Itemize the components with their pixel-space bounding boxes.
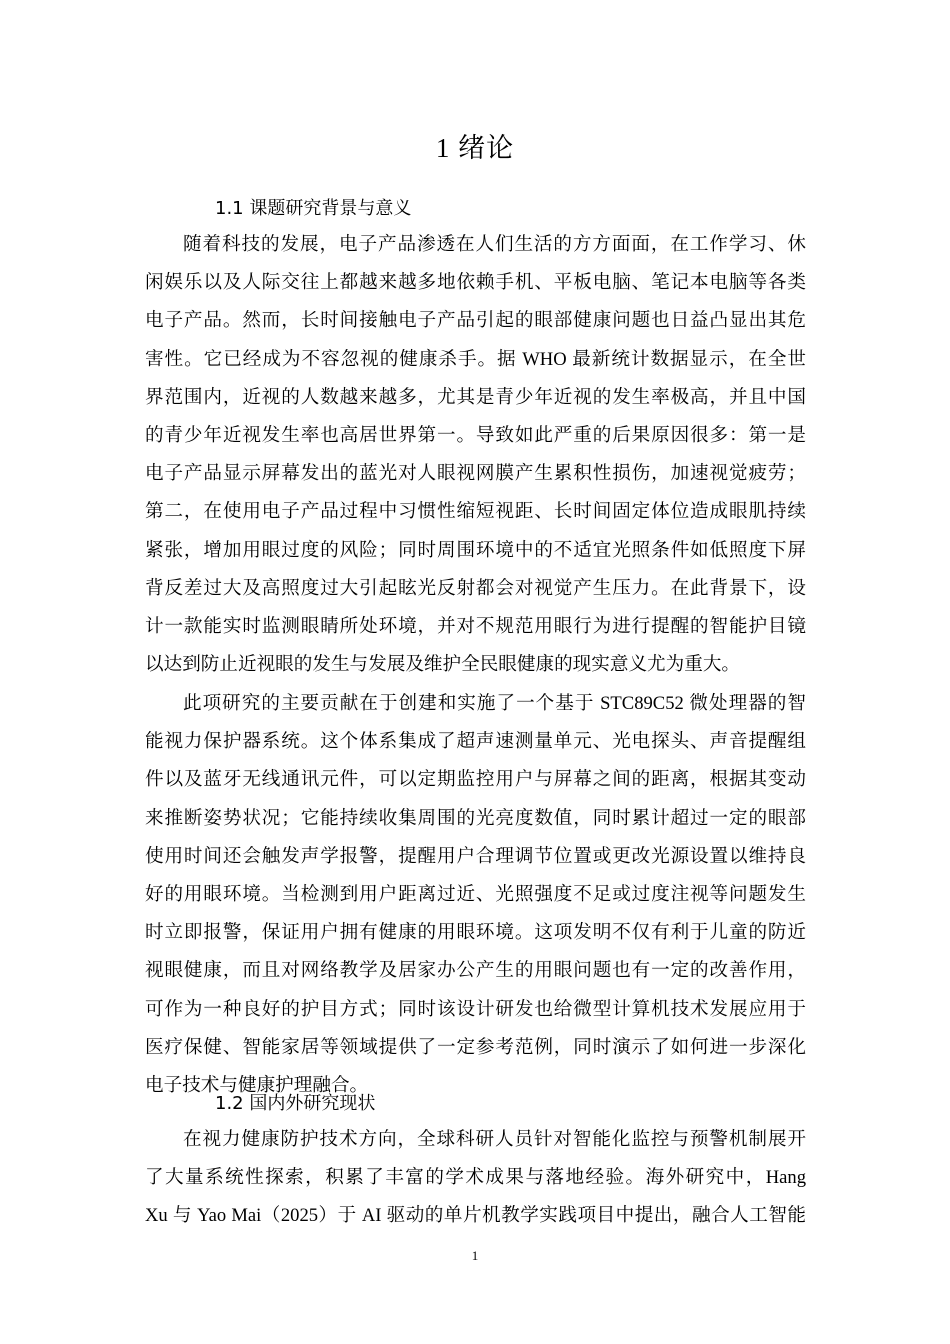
text-line: 视眼健康，而且对网络教学及居家办公产生的用眼问题也有一定的改善作用，: [145, 960, 806, 982]
text-line: 的青少年近视发生率也高居世界第一。导致如此严重的后果原因很多：第一是: [145, 424, 806, 446]
text-line: 件以及蓝牙无线通讯元件，可以定期监控用户与屏幕之间的距离，根据其变动: [145, 769, 806, 791]
text-line: 医疗保健、智能家居等领域提供了一定参考范例，同时演示了如何进一步深化: [145, 1036, 806, 1058]
text-line: 害性。它已经成为不容忽视的健康杀手。据 WHO 最新统计数据显示，在全世: [145, 348, 806, 370]
section-1-2-paragraph-1: [145, 1121, 806, 1236]
page-number: 1: [471, 1248, 479, 1263]
text-line: 电子产品显示屏幕发出的蓝光对人眼视网膜产生累积性损伤，加速视觉疲劳；: [145, 463, 806, 485]
text-line: 来推断姿势状况；它能持续收集周围的光亮度数值，同时累计超过一定的眼部: [145, 807, 806, 829]
section-heading-1-2: 1.2 国内外研究现状: [215, 1093, 376, 1114]
text-line: 在视力健康防护技术方向，全球科研人员针对智能化监控与预警机制展开: [183, 1129, 806, 1150]
chapter-title: 1 绪论: [435, 133, 515, 163]
section-1-1-paragraph-1: [145, 226, 806, 684]
text-line: 紧张，增加用眼过度的风险；同时周围环境中的不适宜光照条件如低照度下屏: [145, 539, 806, 561]
text-line: 好的用眼环境。当检测到用户距离过近、光照强度不足或过度注视等问题发生: [145, 883, 806, 905]
text-line: 界范围内，近视的人数越来越多，尤其是青少年近视的发生率极高，并且中国: [145, 386, 806, 408]
text-line: 电子技术与健康护理融合。: [145, 1074, 369, 1096]
text-line: 第二，在使用电子产品过程中习惯性缩短视距、长时间固定体位造成眼肌持续: [145, 501, 806, 523]
text-line: 了大量系统性探索，积累了丰富的学术成果与落地经验。海外研究中，Hang: [145, 1167, 806, 1189]
text-line: 此项研究的主要贡献在于创建和实施了一个基于 STC89C52 微处理器的智: [183, 693, 806, 714]
text-line: 闲娱乐以及人际交往上都越来越多地依赖手机、平板电脑、笔记本电脑等各类: [145, 272, 806, 294]
text-line: 背反差过大及高照度过大引起眩光反射都会对视觉产生压力。在此背景下，设: [145, 577, 806, 599]
text-line: 电子产品。然而，长时间接触电子产品引起的眼部健康问题也日益凸显出其危: [145, 310, 806, 332]
text-line: 时立即报警，保证用户拥有健康的用眼环境。这项发明不仅有利于儿童的防近: [145, 922, 806, 944]
text-line: 可作为一种良好的护目方式；同时该设计研发也给微型计算机技术发展应用于: [145, 998, 806, 1020]
text-line: Xu 与 Yao Mai（2025）于 AI 驱动的单片机教学实践项目中提出，融合人工智能: [145, 1205, 806, 1227]
text-line: 能视力保护器系统。这个体系集成了超声速测量单元、光电探头、声音提醒组: [145, 731, 806, 753]
section-heading-1-1: 1.1 课题研究背景与意义: [215, 198, 412, 219]
text-line: 随着科技的发展，电子产品渗透在人们生活的方方面面，在工作学习、休: [183, 234, 806, 255]
text-line: 计一款能实时监测眼睛所处环境，并对不规范用眼行为进行提醒的智能护目镜: [145, 615, 806, 637]
text-line: 以达到防止近视眼的发生与发展及维护全民眼健康的现实意义尤为重大。: [145, 654, 741, 676]
section-1-1-paragraph-2: [145, 685, 806, 1105]
text-line: 使用时间还会触发声学报警，提醒用户合理调节位置或更改光源设置以维持良: [145, 845, 806, 867]
